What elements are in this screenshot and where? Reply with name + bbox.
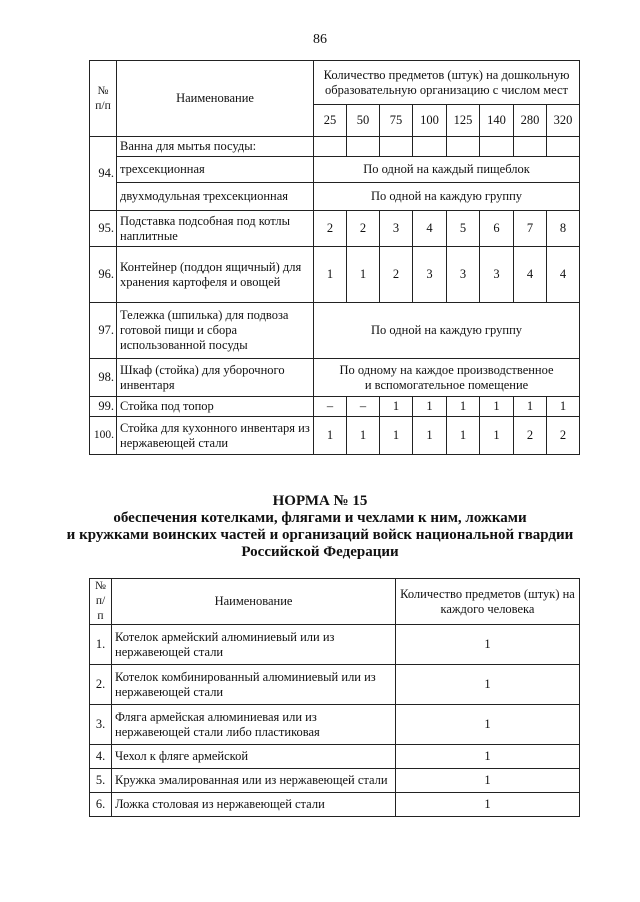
item-quantity: 1	[347, 417, 380, 455]
kitchen-equipment-table	[89, 60, 580, 455]
row-number: 5.	[90, 769, 112, 793]
item-quantity: 7	[514, 211, 547, 247]
header-name: Наименование	[112, 579, 396, 625]
header-place: 100	[413, 105, 447, 137]
header-place: 50	[347, 105, 380, 137]
item-quantity: 1	[413, 397, 447, 417]
norm-title-line: НОРМА № 15	[272, 493, 368, 509]
row-number: 95.	[90, 211, 117, 247]
item-name: Чехол к фляге армейской	[112, 745, 396, 769]
item-quantity-merged	[314, 359, 580, 397]
header-place: 140	[480, 105, 514, 137]
item-quantity: 1	[396, 769, 580, 793]
item-quantity: 3	[380, 211, 413, 247]
item-quantity: 4	[514, 247, 547, 303]
row-number: 4.	[90, 745, 112, 769]
header-quantity: Количество предметов (штук) на дошкольную образовательную организацию с числом мест	[314, 61, 580, 105]
item-quantity: 2	[514, 417, 547, 455]
quantity-line: и вспомогательное помещение	[364, 377, 529, 392]
header-quantity: Количество предметов (штук) на каждого человека	[396, 579, 580, 625]
item-name: Подставка подсобная под котлы наплитные	[117, 211, 314, 247]
row-number: 94.	[90, 137, 117, 211]
page-number: 86	[313, 32, 327, 47]
item-name: Стойка под топор	[117, 397, 314, 417]
header-place: 25	[314, 105, 347, 137]
item-quantity: 1	[547, 397, 580, 417]
item-quantity: –	[314, 397, 347, 417]
item-quantity-merged: По одной на каждую группу	[314, 303, 580, 359]
item-quantity: 1	[380, 417, 413, 455]
row-number: 2.	[90, 665, 112, 705]
item-quantity: 1	[396, 625, 580, 665]
item-name: трехсекционная	[117, 157, 314, 183]
row-number: 99.	[90, 397, 117, 417]
norm-title-line: Российской Федерации	[241, 544, 399, 560]
item-quantity: 1	[396, 745, 580, 769]
row-number: 3.	[90, 705, 112, 745]
row-number: 1.	[90, 625, 112, 665]
item-name: Ложка столовая из нержавеющей стали	[112, 793, 396, 817]
item-quantity: 1	[396, 793, 580, 817]
item-quantity: 1	[480, 397, 514, 417]
item-quantity: 1	[447, 417, 480, 455]
item-quantity: 1	[514, 397, 547, 417]
row-number: 6.	[90, 793, 112, 817]
header-num: № п/п	[90, 61, 117, 137]
norm-title	[0, 493, 640, 561]
header-place: 280	[514, 105, 547, 137]
item-quantity-merged: По одной на каждый пищеблок	[314, 157, 580, 183]
item-quantity: 3	[447, 247, 480, 303]
item-name: Тележка (шпилька) для подвоза готовой пищи и сбора использованной посуды	[117, 303, 314, 359]
item-name: Контейнер (поддон ящичный) для хранения картофеля и овощей	[117, 247, 314, 303]
quantity-line: По одному на каждое производственное	[339, 362, 554, 377]
item-quantity: 1	[447, 397, 480, 417]
item-quantity: 4	[547, 247, 580, 303]
item-quantity: 1	[413, 417, 447, 455]
row-number: 100.	[90, 417, 117, 455]
item-quantity: 3	[480, 247, 514, 303]
header-place: 320	[547, 105, 580, 137]
header-place: 75	[380, 105, 413, 137]
item-quantity: 4	[413, 211, 447, 247]
item-quantity: 8	[547, 211, 580, 247]
header-num: № п/п	[90, 579, 112, 625]
item-name: Кружка эмалированная или из нержавеющей стали	[112, 769, 396, 793]
item-quantity: 1	[314, 247, 347, 303]
item-name: Котелок комбинированный алюминиевый или из нержавеющей стали	[112, 665, 396, 705]
item-quantity: 1	[396, 705, 580, 745]
item-quantity: 2	[380, 247, 413, 303]
item-quantity: 1	[380, 397, 413, 417]
item-name: Стойка для кухонного инвентаря из нержавеющей стали	[117, 417, 314, 455]
item-quantity: 3	[413, 247, 447, 303]
item-name: двухмодульная трехсекционная	[117, 183, 314, 211]
header-name: Наименование	[117, 61, 314, 137]
item-quantity: 1	[314, 417, 347, 455]
header-place: 125	[447, 105, 480, 137]
item-quantity: 2	[347, 211, 380, 247]
mess-kit-table	[89, 578, 580, 817]
item-name: Котелок армейский алюминиевый или из нержавеющей стали	[112, 625, 396, 665]
item-quantity: 6	[480, 211, 514, 247]
item-quantity: 1	[347, 247, 380, 303]
item-name: Фляга армейская алюминиевая или из нержавеющей стали либо пластиковая	[112, 705, 396, 745]
item-quantity: 1	[396, 665, 580, 705]
item-name: Шкаф (стойка) для уборочного инвентаря	[117, 359, 314, 397]
norm-title-line: обеспечения котелками, флягами и чехлами к ним, ложками	[113, 510, 527, 526]
item-quantity: –	[347, 397, 380, 417]
item-name: Ванна для мытья посуды:	[117, 137, 314, 157]
row-number: 96.	[90, 247, 117, 303]
row-number: 98.	[90, 359, 117, 397]
item-quantity-merged: По одной на каждую группу	[314, 183, 580, 211]
item-quantity: 5	[447, 211, 480, 247]
item-quantity: 1	[480, 417, 514, 455]
norm-title-line: и кружками воинских частей и организаций войск национальной гвардии	[66, 527, 574, 543]
item-quantity: 2	[314, 211, 347, 247]
item-quantity: 2	[547, 417, 580, 455]
row-number: 97.	[90, 303, 117, 359]
